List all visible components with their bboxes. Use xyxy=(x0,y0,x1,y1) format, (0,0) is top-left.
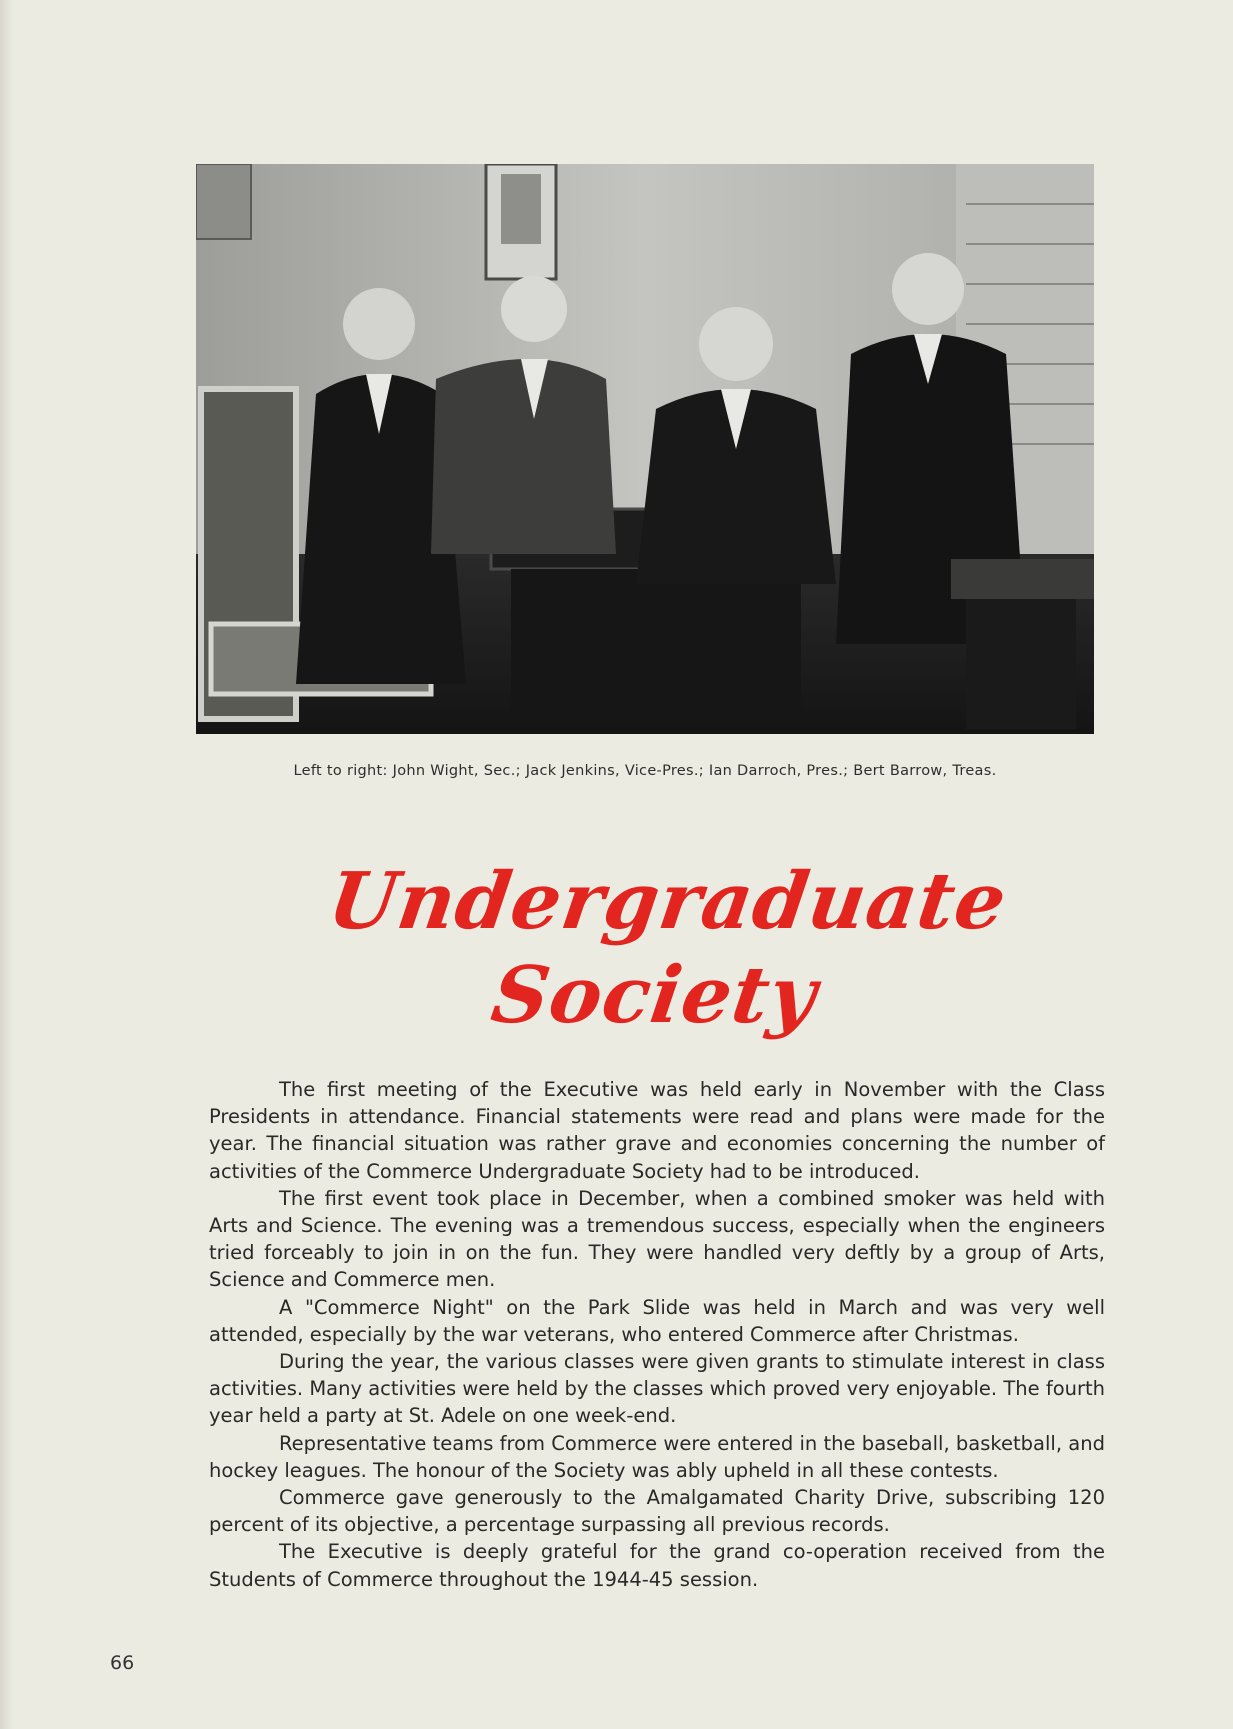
paragraph: Representative teams from Commerce were entered in the baseball, basketball, and hockey leagues. The honour of the Society was ably upheld in all these contests. xyxy=(209,1431,1105,1482)
group-photo xyxy=(196,164,1094,734)
paragraph: A "Commerce Night" on the Park Slide was held in March and was very well attended, especially by the war veterans, who entered Commerce after Christmas. xyxy=(209,1295,1105,1346)
photo-caption: Left to right: John Wight, Sec.; Jack Jenkins, Vice-Pres.; Ian Darroch, Pres.; Bert Barrow, Treas. xyxy=(293,763,997,779)
page-number: 66 xyxy=(110,1652,135,1674)
paragraph: The first meeting of the Executive was held early in November with the Class Presidents in attendance. Financial statements were read and plans were made for the year. The financial situation was rather grave and economies concerning the number of activities of the Commerce Undergraduate Society had to be introduced. xyxy=(209,1078,1105,1183)
paragraph: During the year, the various classes were given grants to stimulate interest in class activities. Many activities were held by the classes which proved very enjoyable. The fourth year held a party at St. Adele on one week-end. xyxy=(209,1350,1105,1428)
page-edge xyxy=(0,0,14,1729)
article-body xyxy=(209,1076,1105,1593)
paragraph: The Executive is deeply grateful for the grand co-operation received from the Students of Commerce throughout the 1944-45 session. xyxy=(209,1540,1105,1591)
page-headline: Undergraduate Society xyxy=(322,856,1013,1041)
paragraph: Commerce gave generously to the Amalgamated Charity Drive, subscribing 120 percent of its objective, a percentage surpassing all previous records. xyxy=(209,1486,1105,1537)
paragraph: The first event took place in December, when a combined smoker was held with Arts and Science. The evening was a tremendous success, especially when the engineers tried forceably to join in on the fun. They were handled very deftly by a group of Arts, Science and Commerce men. xyxy=(209,1186,1105,1292)
